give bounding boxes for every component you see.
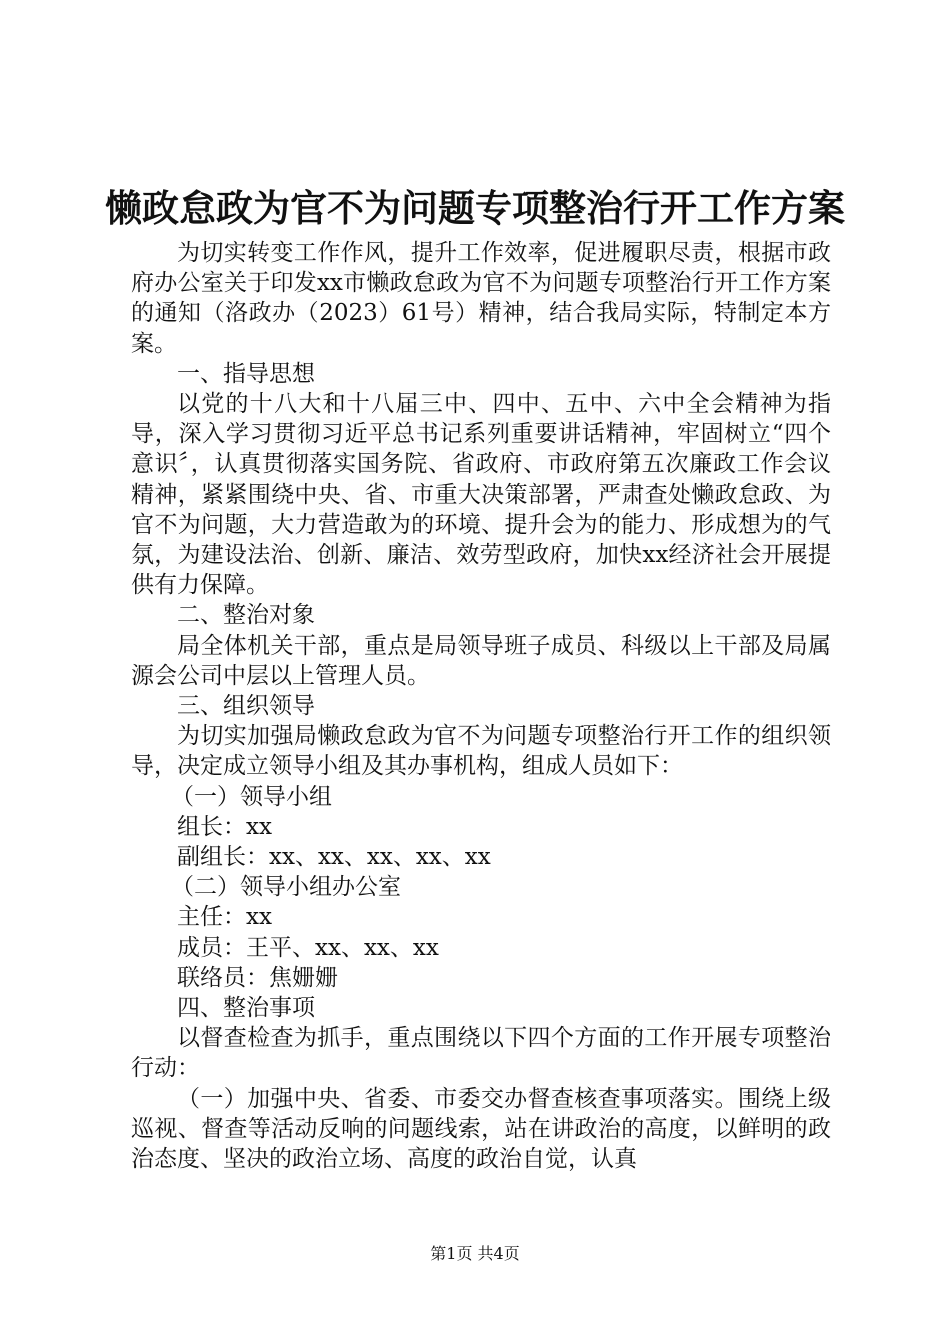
- deputy-leader-line: 副组长：xx、xx、xx、xx、xx: [177, 844, 491, 871]
- paragraph-guiding-ideology: 以党的十八大和十八届三中、四中、五中、六中全会精神为指导，深入学习贯彻习近平总书记系列重要讲话精神，牢固树立“四个意识〞，认真贯彻落实国务院、省政府、市政府第五次廉政工作会议精神，紧紧围绕中央、省、市重大决策部署，严肃查处懒政怠政、为官不为问题，大力营造敢为的环境、提升会为的能力、形成想为的气氛，为建设法治、创新、廉洁、效劳型政府，加快xx经济社会开展提供有力保障。: [131, 391, 831, 599]
- liaison-line: 联络员：焦姗姗: [177, 964, 338, 991]
- document-title: 懒政怠政为官不为问题专项整治行开工作方案: [105, 186, 845, 230]
- paragraph-targets: 局全体机关干部，重点是局领导班子成员、科级以上干部及局属源会公司中层以上管理人员。: [131, 632, 831, 689]
- members-line: 成员：王平、xx、xx、xx: [177, 934, 439, 961]
- subheading-group-office: （二）领导小组办公室: [171, 874, 401, 901]
- director-line: 主任：xx: [177, 904, 272, 931]
- section-heading-guiding-ideology: 一、指导思想: [177, 360, 315, 387]
- page-indicator: 第1页 共4页: [430, 1244, 520, 1263]
- leader-line: 组长：xx: [177, 813, 272, 840]
- section-heading-targets: 二、整治对象: [177, 602, 315, 629]
- paragraph-organization: 为切实加强局懒政怠政为官不为问题专项整治行开工作的组织领导，决定成立领导小组及其办事机构，组成人员如下：: [131, 723, 831, 780]
- paragraph-item-one: （一）加强中央、省委、市委交办督查核查事项落实。围绕上级巡视、督查等活动反响的问题线索，站在讲政治的高度，以鲜明的政治态度、坚决的政治立场、高度的政治自觉，认真: [131, 1085, 831, 1173]
- paragraph-rectification-items: 以督查检查为抓手，重点围绕以下四个方面的工作开展专项整治行动：: [131, 1025, 831, 1082]
- section-heading-organization: 三、组织领导: [177, 693, 315, 720]
- section-heading-rectification-items: 四、整治事项: [177, 995, 315, 1022]
- document-body: [131, 238, 831, 1174]
- paragraph-intro: 为切实转变工作作风，提升工作效率，促进履职尽责，根据市政府办公室关于印发xx市懒政怠政为官不为问题专项整治行开工作方案的通知（洛政办（2023）61号）精神，结合我局实际，特制定本方案。: [131, 240, 831, 357]
- subheading-leading-group: （一）领导小组: [171, 783, 332, 810]
